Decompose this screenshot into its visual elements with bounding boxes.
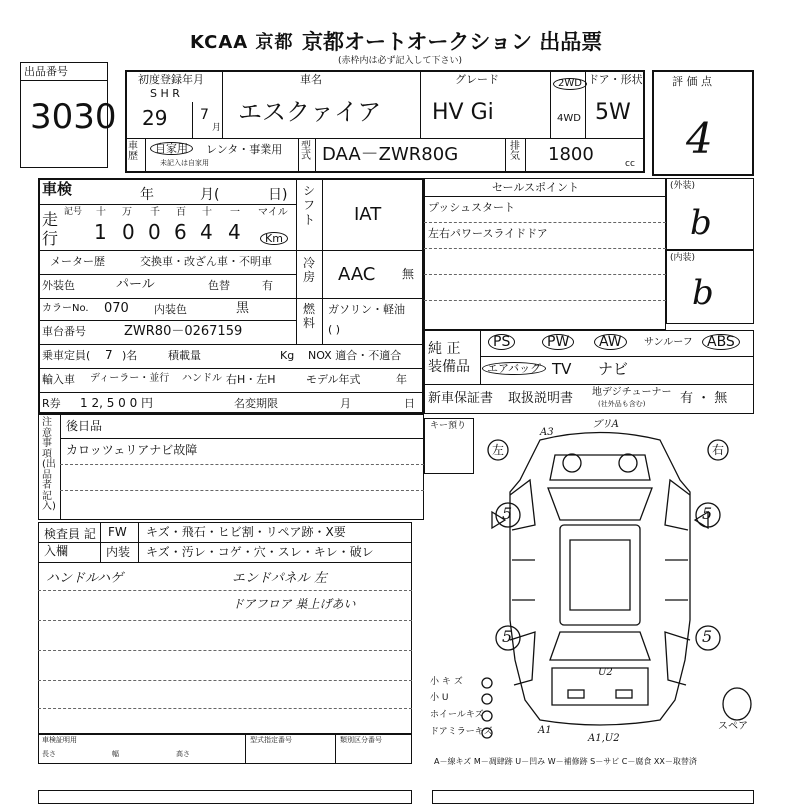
model-value: DAA－ZWR80G (322, 144, 459, 165)
displacement-label: 排気 (510, 141, 520, 162)
bottom-table-left (38, 790, 412, 804)
inspector-label: 検査員 記入欄 (44, 527, 96, 558)
legend-small-dent: 小 U (430, 693, 449, 703)
model-label: 型式 (301, 141, 311, 162)
legend-small-scratch: 小 キ ズ (430, 677, 463, 687)
ac-value: AAC (338, 264, 376, 285)
legend-mirror-scratch: ドアミラーキズ (430, 727, 493, 737)
legend-wheel-scratch: ホイールキズ (430, 710, 484, 720)
lot-label: 出品番号 (24, 65, 68, 78)
int-label: 内装 (106, 545, 131, 559)
handle-options: 右H・左H (226, 373, 276, 386)
mark-a1-u2: A1,U2 (588, 733, 620, 744)
mark-buri-a: ブリA (592, 419, 619, 430)
int-color-label: 内装色 (154, 303, 187, 316)
equip-airbag: エアバッグ (482, 362, 546, 375)
mark-a3: A3 (540, 427, 554, 438)
shift-value: IAT (354, 204, 382, 225)
shift-label: シフト (303, 184, 316, 227)
logo: KCAA 京都 (190, 32, 294, 53)
color-change-label: 色替 (208, 279, 230, 292)
shaken-label: 車検 (42, 180, 73, 198)
nox-label: NOX 適合・不適合 (308, 349, 402, 362)
door-value: 5W (595, 100, 631, 125)
mark-a1: A1 (538, 725, 552, 736)
grade-value: HV Gi (432, 100, 494, 125)
tire-fr: 5 (702, 504, 713, 523)
diagram-left-label: 左 (492, 443, 505, 457)
drive-2wd: 2WD (553, 78, 587, 90)
displacement-value: 1800 (548, 144, 594, 165)
exterior-grade: b (690, 203, 712, 243)
fw-options: キズ・飛石・ヒビ割・リペア跡・X要 (146, 525, 346, 539)
header-note: (赤枠内は必ず記入して下さい) (338, 56, 463, 66)
tuner-note: (社外品も含む) (598, 400, 646, 408)
use-rest: レンタ・事業用 (206, 143, 283, 156)
tuner-label: 地デジチューナー (592, 387, 672, 398)
hand-note-2: エンドパネル 左 (232, 571, 327, 586)
color-change: 有 (262, 279, 273, 292)
color-no-label: カラーNo. (42, 303, 89, 314)
registration-label: 初度登録年月 (138, 73, 204, 86)
page-title: 京都オートオークション 出品票 (302, 30, 603, 54)
sales-points-heading: セールスポイント (492, 181, 580, 194)
cert-label: 車検証明用 (42, 736, 77, 744)
equip-pw: PW (542, 334, 574, 350)
damage-codes: A－線キズ M－凋肆跡 U－凹み W－補修跡 S－サビ C－腐食 XX－取替済 (434, 757, 697, 766)
meter-options: 交換車・改ざん車・不明車 (140, 255, 272, 268)
car-name: エスクァイア (238, 98, 382, 126)
equip-ps: PS (488, 334, 515, 350)
recycle-value: 1 2, 5 0 0 円 (80, 396, 154, 410)
hand-note-3: ドアフロア 巣上げあい (232, 597, 356, 611)
handle-label: ハンドル (182, 373, 222, 384)
warranty-doc: 新車保証書 (428, 391, 494, 406)
door-label: ドア・形状 (588, 73, 643, 86)
cert-height: 高さ (176, 750, 190, 758)
fuel-label: 燃料 (303, 302, 316, 331)
model-year-label: モデル年式 (306, 373, 361, 386)
exterior-label: (外装) (670, 181, 696, 191)
model-year-unit: 年 (396, 373, 407, 386)
int-options: キズ・汚レ・コゲ・穴・スレ・キレ・破レ (146, 545, 374, 559)
ac-label: 冷房 (303, 256, 316, 285)
use-label: 車歴 (128, 141, 138, 162)
mark-u2: U2 (598, 667, 613, 678)
manual-doc: 取扱説明書 (508, 391, 574, 406)
equip-tv: TV (552, 360, 572, 378)
tire-rr: 5 (702, 627, 713, 646)
registration-month-unit: 月 (212, 123, 222, 133)
equip-sunroof: サンルーフ (644, 337, 693, 348)
use-private: 自家用 (150, 142, 193, 155)
tuner-value: 有 ・ 無 (680, 391, 728, 406)
car-name-label: 車名 (300, 73, 322, 86)
cert-type: 型式指定番号 (250, 736, 292, 744)
cert-length: 長さ (42, 750, 56, 758)
spare-label: スペア (718, 721, 748, 732)
import-options: ディーラー・並行 (90, 373, 170, 384)
displacement-unit: cc (625, 159, 635, 169)
meter-label: メーター歴 (50, 255, 105, 268)
bottom-table-right (432, 790, 754, 804)
chassis-label: 車台番号 (42, 325, 86, 338)
equipment-label: 純 正 装備品 (428, 341, 470, 376)
color-no: 070 (104, 301, 129, 316)
name-change-day: 日 (404, 397, 415, 410)
tire-fl: 5 (502, 504, 513, 523)
mileage-label: 走行 (42, 210, 59, 249)
recycle-label: R券 (42, 397, 61, 410)
equip-aw: AW (594, 334, 627, 350)
registration-era: S H R (150, 87, 180, 100)
cert-width: 幅 (112, 750, 119, 758)
load-label: 積載量 (168, 349, 201, 362)
mileage-record-label: 記号 (64, 207, 83, 217)
import-label: 輸入車 (42, 373, 75, 386)
registration-month: 7 (200, 107, 209, 123)
tire-rl: 5 (502, 627, 513, 646)
load-unit: Kg (280, 349, 295, 362)
cert-class: 類別区分番号 (340, 736, 382, 744)
capacity-unit: )名 (122, 349, 138, 362)
interior-grade: b (692, 273, 714, 313)
mileage-km: Km (260, 232, 288, 245)
chassis-number: ZWR80－0267159 (124, 324, 243, 339)
shaken-month: 月( (200, 187, 220, 203)
name-change-label: 名変期限 (234, 397, 278, 410)
sales-point-1: プッシュスタート (428, 201, 516, 214)
fuel-options: ガソリン・軽油 (328, 303, 405, 316)
registration-year: 29 (142, 106, 168, 130)
interior-label: (内装) (670, 253, 696, 263)
key-label: キー預り (430, 421, 467, 431)
use-note: 未記入は自家用 (160, 159, 209, 167)
capacity-label: 乗車定員( (42, 349, 91, 362)
grade-label: グレード (455, 73, 499, 86)
score-overall: 4 (686, 114, 713, 163)
int-color: 黒 (236, 301, 250, 316)
drive-4wd: 4WD (557, 113, 581, 124)
equip-navi: ナビ (598, 360, 629, 378)
fw-label: FW (108, 525, 127, 539)
shaken-year: 年 (140, 187, 154, 203)
sales-point-2: 左右パワースライドドア (428, 227, 548, 240)
note-line-2: カロッツェリアナビ故障 (66, 443, 198, 457)
note-line-1: 後日品 (66, 419, 103, 433)
shaken-day: 日) (268, 187, 288, 203)
equip-abs: ABS (702, 334, 740, 350)
lot-number: 3030 (30, 97, 117, 137)
fuel-paren: ( ) (328, 323, 341, 336)
ext-color-label: 外装色 (42, 279, 75, 292)
ac-none: 無 (402, 267, 415, 281)
score-label: 評 価 点 (672, 75, 712, 88)
hand-note-1: ハンドルハゲ (46, 571, 124, 586)
name-change-month: 月 (340, 397, 351, 410)
diagram-right-label: 右 (712, 443, 725, 457)
capacity-value: 7 (105, 348, 113, 362)
notes-label: 注意事項(出品者記入) (42, 417, 56, 512)
ext-color: パール (116, 277, 155, 292)
